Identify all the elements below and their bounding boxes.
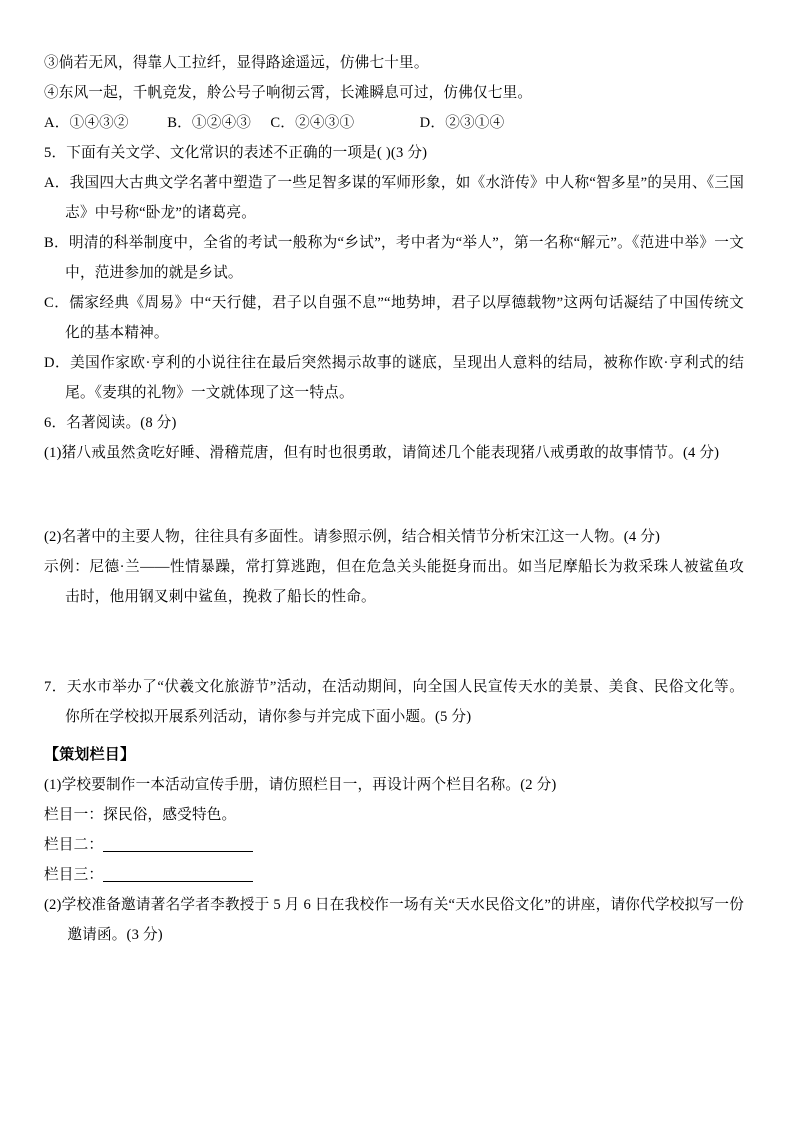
answer-space-6-1 [44, 468, 744, 522]
question-6-example: 示例：尼德·兰——性情暴躁，常打算逃跑，但在危急关头能挺身而出。如当尼摩船长为救采珠人被鲨鱼攻击时，他用钢叉刺中鲨鱼，挽救了船长的性命。 [44, 559, 744, 605]
answer-space-6-2 [44, 612, 744, 672]
column-item-two-row [44, 830, 744, 860]
column-item-two-label: 栏目二： [44, 837, 104, 853]
question-7-part-2: (2)学校准备邀请著名学者李教授于 5 月 6 日在我校作一场有关“天水民俗文化”的讲座，请你代学校拟写一份邀请函。(3 分) [44, 897, 744, 943]
paragraph-item-3: ③倘若无风，得靠人工拉纤，显得路途遥远，仿佛七十里。 [44, 55, 429, 71]
question-5-option-c: C．儒家经典《周易》中“天行健，君子以自强不息”“地势坤，君子以厚德载物”这两句话凝结了中国传统文化的基本精神。 [44, 295, 744, 341]
column-item-two-blank[interactable] [103, 850, 253, 852]
column-item-three-blank[interactable] [103, 880, 253, 882]
question-6-part-2: (2)名著中的主要人物，往往具有多面性。请参照示例，结合相关情节分析宋江这一人物。(4 分) [44, 529, 661, 545]
spacer-before-section [44, 732, 744, 740]
column-item-one: 栏目一：探民俗，感受特色。 [44, 807, 237, 823]
answer-options-row: A．①④③② B．①②④③ C．②④③① D．②③①④ [44, 115, 505, 131]
question-6-part-1: (1)猪八戒虽然贪吃好睡、滑稽荒唐，但有时也很勇敢，请简述几个能表现猪八戒勇敢的故事情节。(4 分) [44, 445, 720, 461]
column-item-three-row [44, 860, 744, 890]
question-5-option-d: D．美国作家欧·亨利的小说往往在最后突然揭示故事的谜底，呈现出人意料的结局，被称作欧·亨利式的结尾。《麦琪的礼物》一文就体现了这一特点。 [44, 355, 744, 401]
question-5-stem: 5．下面有关文学、文化常识的表述不正确的一项是( )(3 分) [44, 145, 428, 161]
question-6-stem: 6．名著阅读。(8 分) [44, 415, 177, 431]
question-7-part-1: (1)学校要制作一本活动宣传手册，请仿照栏目一，再设计两个栏目名称。(2 分) [44, 777, 557, 793]
page-content [44, 48, 744, 950]
question-5-option-b: B．明清的科举制度中，全省的考试一般称为“乡试”，考中者为“举人”，第一名称“解元”。《范进中举》一文中，范进参加的就是乡试。 [44, 235, 744, 281]
question-5-option-a: A．我国四大古典文学名著中塑造了一些足智多谋的军师形象，如《水浒传》中人称“智多星”的吴用、《三国志》中号称“卧龙”的诸葛亮。 [44, 175, 744, 221]
section-heading-planning-column: 【策划栏目】 [44, 747, 136, 763]
column-item-three-label: 栏目三： [44, 867, 104, 883]
question-7-stem: 7．天水市举办了“伏羲文化旅游节”活动，在活动期间，向全国人民宣传天水的美景、美食、民俗文化等。你所在学校拟开展系列活动，请你参与并完成下面小题。(5 分) [44, 679, 744, 725]
paragraph-item-4: ④东风一起，千帆竞发，舲公号子响彻云霄，长滩瞬息可过，仿佛仅七里。 [44, 85, 533, 101]
